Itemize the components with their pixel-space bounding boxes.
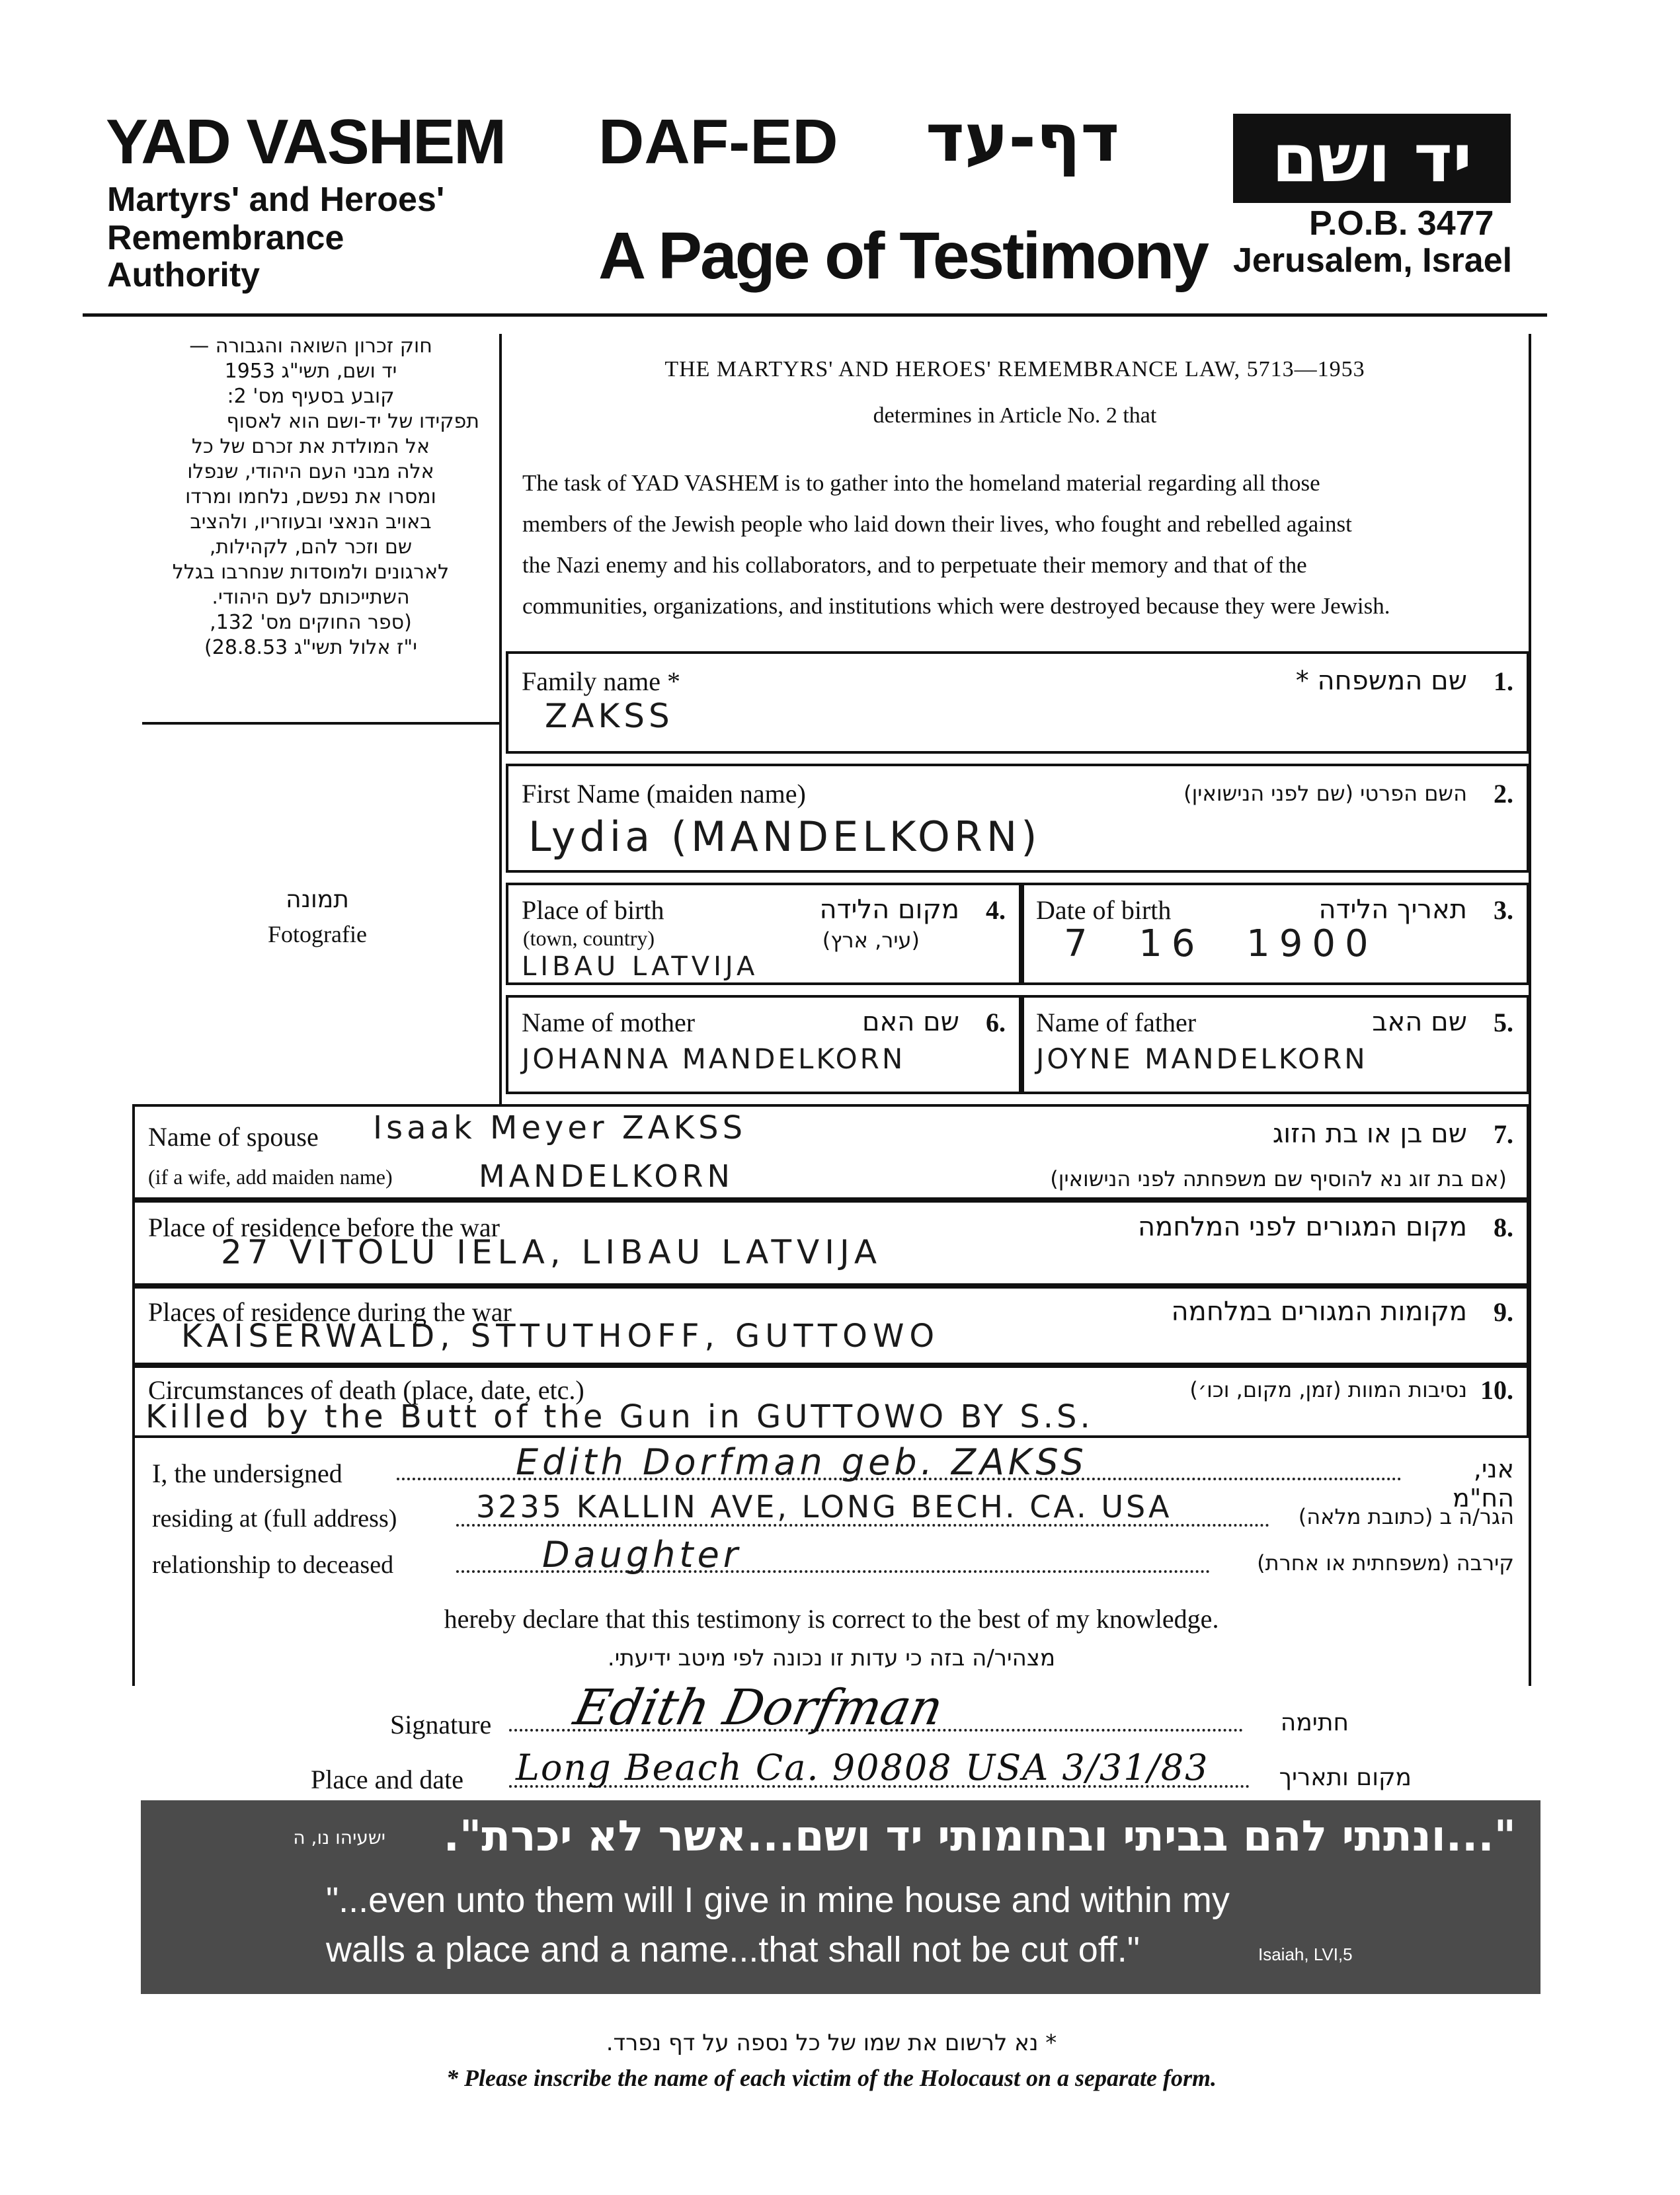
place-date-label: Place and date	[311, 1765, 463, 1794]
date-of-birth-label: Date of birth	[1036, 895, 1172, 925]
daf-ed-title: DAF-ED	[598, 106, 838, 177]
residence-before-num: 8.	[1494, 1213, 1513, 1242]
first-name-value: Lydia (MANDELKORN)	[528, 813, 1041, 861]
org-subtitle-3: Authority	[107, 256, 260, 294]
address-label-heb: הגר/ה ב (כתובת מלאה)	[1298, 1504, 1514, 1529]
mother-name-value: JOHANNA MANDELKORN	[522, 1043, 906, 1075]
death-value: Killed by the Butt of the Gun in GUTTOWO BY S.S.	[145, 1398, 1094, 1435]
place-date-label-heb: מקום ותאריך	[1279, 1764, 1412, 1791]
law-en-line: communities, organizations, and institutions which were destroyed because they were Jewish.	[522, 593, 1390, 619]
law-en-line: members of the Jewish people who laid down their lives, who fought and rebelled against	[522, 511, 1352, 537]
law-hebrew-rule	[142, 722, 499, 725]
declaration-statement: hereby declare that this testimony is correct to the best of my knowledge.	[444, 1604, 1219, 1634]
law-english-subtitle: determines in Article No. 2 that	[873, 403, 1157, 428]
signature-value: Edith Dorfman	[569, 1679, 948, 1736]
field-father-name[interactable]	[1021, 995, 1529, 1094]
first-name-label-heb: השם הפרטי (שם לפני הנישואין)	[1183, 781, 1467, 806]
residence-during-label-heb: מקומות המגורים במלחמה	[1171, 1297, 1467, 1327]
law-heb-line: קובע בסעיף מס' 2:	[227, 385, 395, 408]
yad-vashem-logo: יד ושם	[1233, 114, 1511, 203]
father-name-num: 5.	[1494, 1008, 1513, 1037]
address-value: 3235 KALLIN AVE, LONG BECH. CA. USA	[476, 1489, 1172, 1525]
residence-during-label: Places of residence during the war	[148, 1297, 512, 1327]
field-spouse[interactable]	[132, 1104, 1529, 1200]
undersigned-value: Edith Dorfman geb. ZAKSS	[516, 1441, 1088, 1483]
photo-label-hebrew: תמונה	[286, 886, 349, 913]
org-title: YAD VASHEM	[106, 106, 506, 177]
daf-ed-hebrew: דף-עד	[926, 99, 1120, 177]
law-en-line: The task of YAD VASHEM is to gather into the homeland material regarding all those	[522, 470, 1320, 496]
footer-hebrew: * נא לרשום את שמו של כל נספה על דף נפרד.	[606, 2030, 1057, 2056]
banner-ref: Isaiah, LVI,5	[1258, 1944, 1353, 1964]
org-subtitle-1: Martyrs' and Heroes'	[107, 180, 445, 219]
banner-line-1: "...even unto them will I give in mine house and within my	[326, 1880, 1230, 1920]
law-heb-line: אל המולדת את זכרם של כל	[191, 435, 430, 458]
spouse-label-heb: שם בן או בת הזוג	[1272, 1119, 1467, 1149]
law-heb-line: י"ז אלול תשי"ג 28.8.53)	[204, 636, 417, 659]
law-heb-line: חוק זכרון השואה והגבורה —	[189, 335, 432, 358]
death-label-heb: נסיבות המוות (זמן, מקום, וכו׳)	[1189, 1377, 1467, 1402]
law-heb-line: יד ושם, תשי"ג 1953	[224, 360, 397, 383]
field-date-of-birth[interactable]	[1021, 883, 1529, 985]
declaration-statement-heb: מצהיר/ה בזה כי עדות זו נכונה לפי מיטב ידיעתי.	[607, 1645, 1056, 1671]
mother-name-label: Name of mother	[522, 1008, 696, 1037]
signature-label-heb: חתימה	[1280, 1709, 1349, 1736]
law-heb-line: ומסרו את נפשם, נלחמו ומרדו	[185, 485, 436, 508]
spouse-num: 7.	[1494, 1119, 1513, 1149]
banner-hebrew: "...ונתתי להם בביתי ובחומותי יד ושם...אשר לא יכרת".	[443, 1812, 1516, 1861]
law-hebrew-block	[142, 334, 479, 660]
family-name-num: 1.	[1494, 666, 1513, 696]
residence-before-value: 27 VITOLU IELA, LIBAU LATVIJA	[221, 1233, 883, 1271]
field-family-name[interactable]	[506, 651, 1529, 754]
residence-during-value: KAISERWALD, STTUTHOFF, GUTTOWO	[181, 1318, 940, 1355]
law-heb-line: שם וזכר להם, לקהילות,	[209, 536, 413, 559]
field-residence-before[interactable]	[132, 1200, 1529, 1286]
relationship-value: Daughter	[542, 1534, 742, 1576]
law-heb-line: באויב הנאצי ובעוזריו, ולהציב	[190, 510, 432, 534]
family-name-label-heb: שם המשפחה *	[1295, 666, 1467, 696]
org-subtitle-2: Remembrance	[107, 219, 344, 257]
field-first-name[interactable]	[506, 764, 1529, 873]
law-heb-line: אלה מבני העם היהודי, שנפלו	[187, 460, 434, 483]
footer-english: * Please inscribe the name of each victim of the Holocaust on a separate form.	[446, 2065, 1217, 2091]
residence-during-num: 9.	[1494, 1297, 1513, 1327]
death-num: 10.	[1480, 1375, 1513, 1405]
quote-banner	[141, 1800, 1540, 1994]
city: Jerusalem, Israel	[1233, 241, 1513, 280]
law-english-title: THE MARTYRS' AND HEROES' REMEMBRANCE LAW, 5713—1953	[664, 357, 1365, 381]
mother-name-num: 6.	[986, 1008, 1006, 1037]
family-name-value: ZAKSS	[545, 697, 674, 735]
main-box-left	[499, 334, 502, 1104]
field-residence-during[interactable]	[132, 1286, 1529, 1365]
father-name-value: JOYNE MANDELKORN	[1036, 1043, 1368, 1075]
header-rule	[83, 313, 1547, 317]
spouse-sub-heb: (אם בת זוג נא להוסיף שם משפחתה לפני הנישואין)	[1050, 1166, 1507, 1191]
spouse-value: Isaak Meyer ZAKSS	[373, 1109, 747, 1146]
law-heb-line: לארגונים ולמוסדות שנחרבו בגלל	[172, 561, 450, 584]
place-of-birth-sub: (town, country)	[523, 926, 655, 950]
first-name-num: 2.	[1494, 779, 1513, 809]
spouse-maiden-value: MANDELKORN	[479, 1158, 734, 1194]
law-english-text	[522, 463, 1521, 627]
law-heb-line: תפקידו של יד-ושם הוא לאסוף	[226, 410, 479, 433]
place-of-birth-sub-heb: (עיר, ארץ)	[822, 928, 920, 953]
photo-label: Fotografie	[268, 921, 367, 947]
field-circumstances-of-death[interactable]	[132, 1365, 1529, 1438]
page-title: A Page of Testimony	[598, 219, 1207, 293]
signature-label: Signature	[390, 1710, 492, 1739]
relationship-label-heb: קירבה (משפחתית או אחרת)	[1257, 1550, 1514, 1576]
address-label: residing at (full address)	[152, 1505, 397, 1533]
spouse-sub: (if a wife, add maiden name)	[148, 1165, 393, 1189]
pob: P.O.B. 3477	[1309, 204, 1494, 243]
father-name-label-heb: שם האב	[1372, 1007, 1467, 1037]
place-of-birth-value: LIBAU LATVIJA	[522, 951, 759, 982]
field-place-of-birth[interactable]	[506, 883, 1021, 985]
undersigned-label-heb: אני, הח"מ	[1453, 1455, 1514, 1513]
law-heb-line: (ספר החוקים מס' 132,	[210, 611, 412, 634]
banner-hebrew-ref: ישעיהו נו, ה	[293, 1827, 385, 1849]
first-name-label: First Name (maiden name)	[522, 779, 806, 809]
place-of-birth-label: Place of birth	[522, 895, 664, 925]
father-name-label: Name of father	[1036, 1008, 1197, 1037]
residence-before-label-heb: מקום המגורים לפני המלחמה	[1137, 1212, 1467, 1242]
date-of-birth-value: 7 16 1900	[1064, 922, 1378, 965]
date-of-birth-num: 3.	[1494, 895, 1513, 925]
mother-name-label-heb: שם האם	[861, 1007, 959, 1037]
law-heb-line: השתייכותם לעם היהודי.	[212, 586, 410, 609]
field-mother-name[interactable]	[506, 995, 1021, 1094]
place-of-birth-label-heb: מקום הלידה	[819, 895, 959, 925]
death-label: Circumstances of death (place, date, etc.)	[148, 1375, 584, 1405]
place-date-value: Long Beach Ca. 90808 USA 3/31/83	[516, 1747, 1209, 1788]
place-of-birth-num: 4.	[986, 895, 1006, 925]
residence-before-label: Place of residence before the war	[148, 1213, 500, 1242]
relationship-label: relationship to deceased	[152, 1551, 394, 1579]
spouse-label: Name of spouse	[148, 1122, 319, 1152]
law-en-line: the Nazi enemy and his collaborators, and to perpetuate their memory and that of the	[522, 552, 1307, 578]
date-of-birth-label-heb: תאריך הלידה	[1318, 895, 1467, 925]
family-name-label: Family name *	[522, 666, 680, 696]
banner-line-2: walls a place and a name...that shall not be cut off."	[326, 1930, 1140, 1970]
undersigned-label: I, the undersigned	[152, 1458, 342, 1488]
